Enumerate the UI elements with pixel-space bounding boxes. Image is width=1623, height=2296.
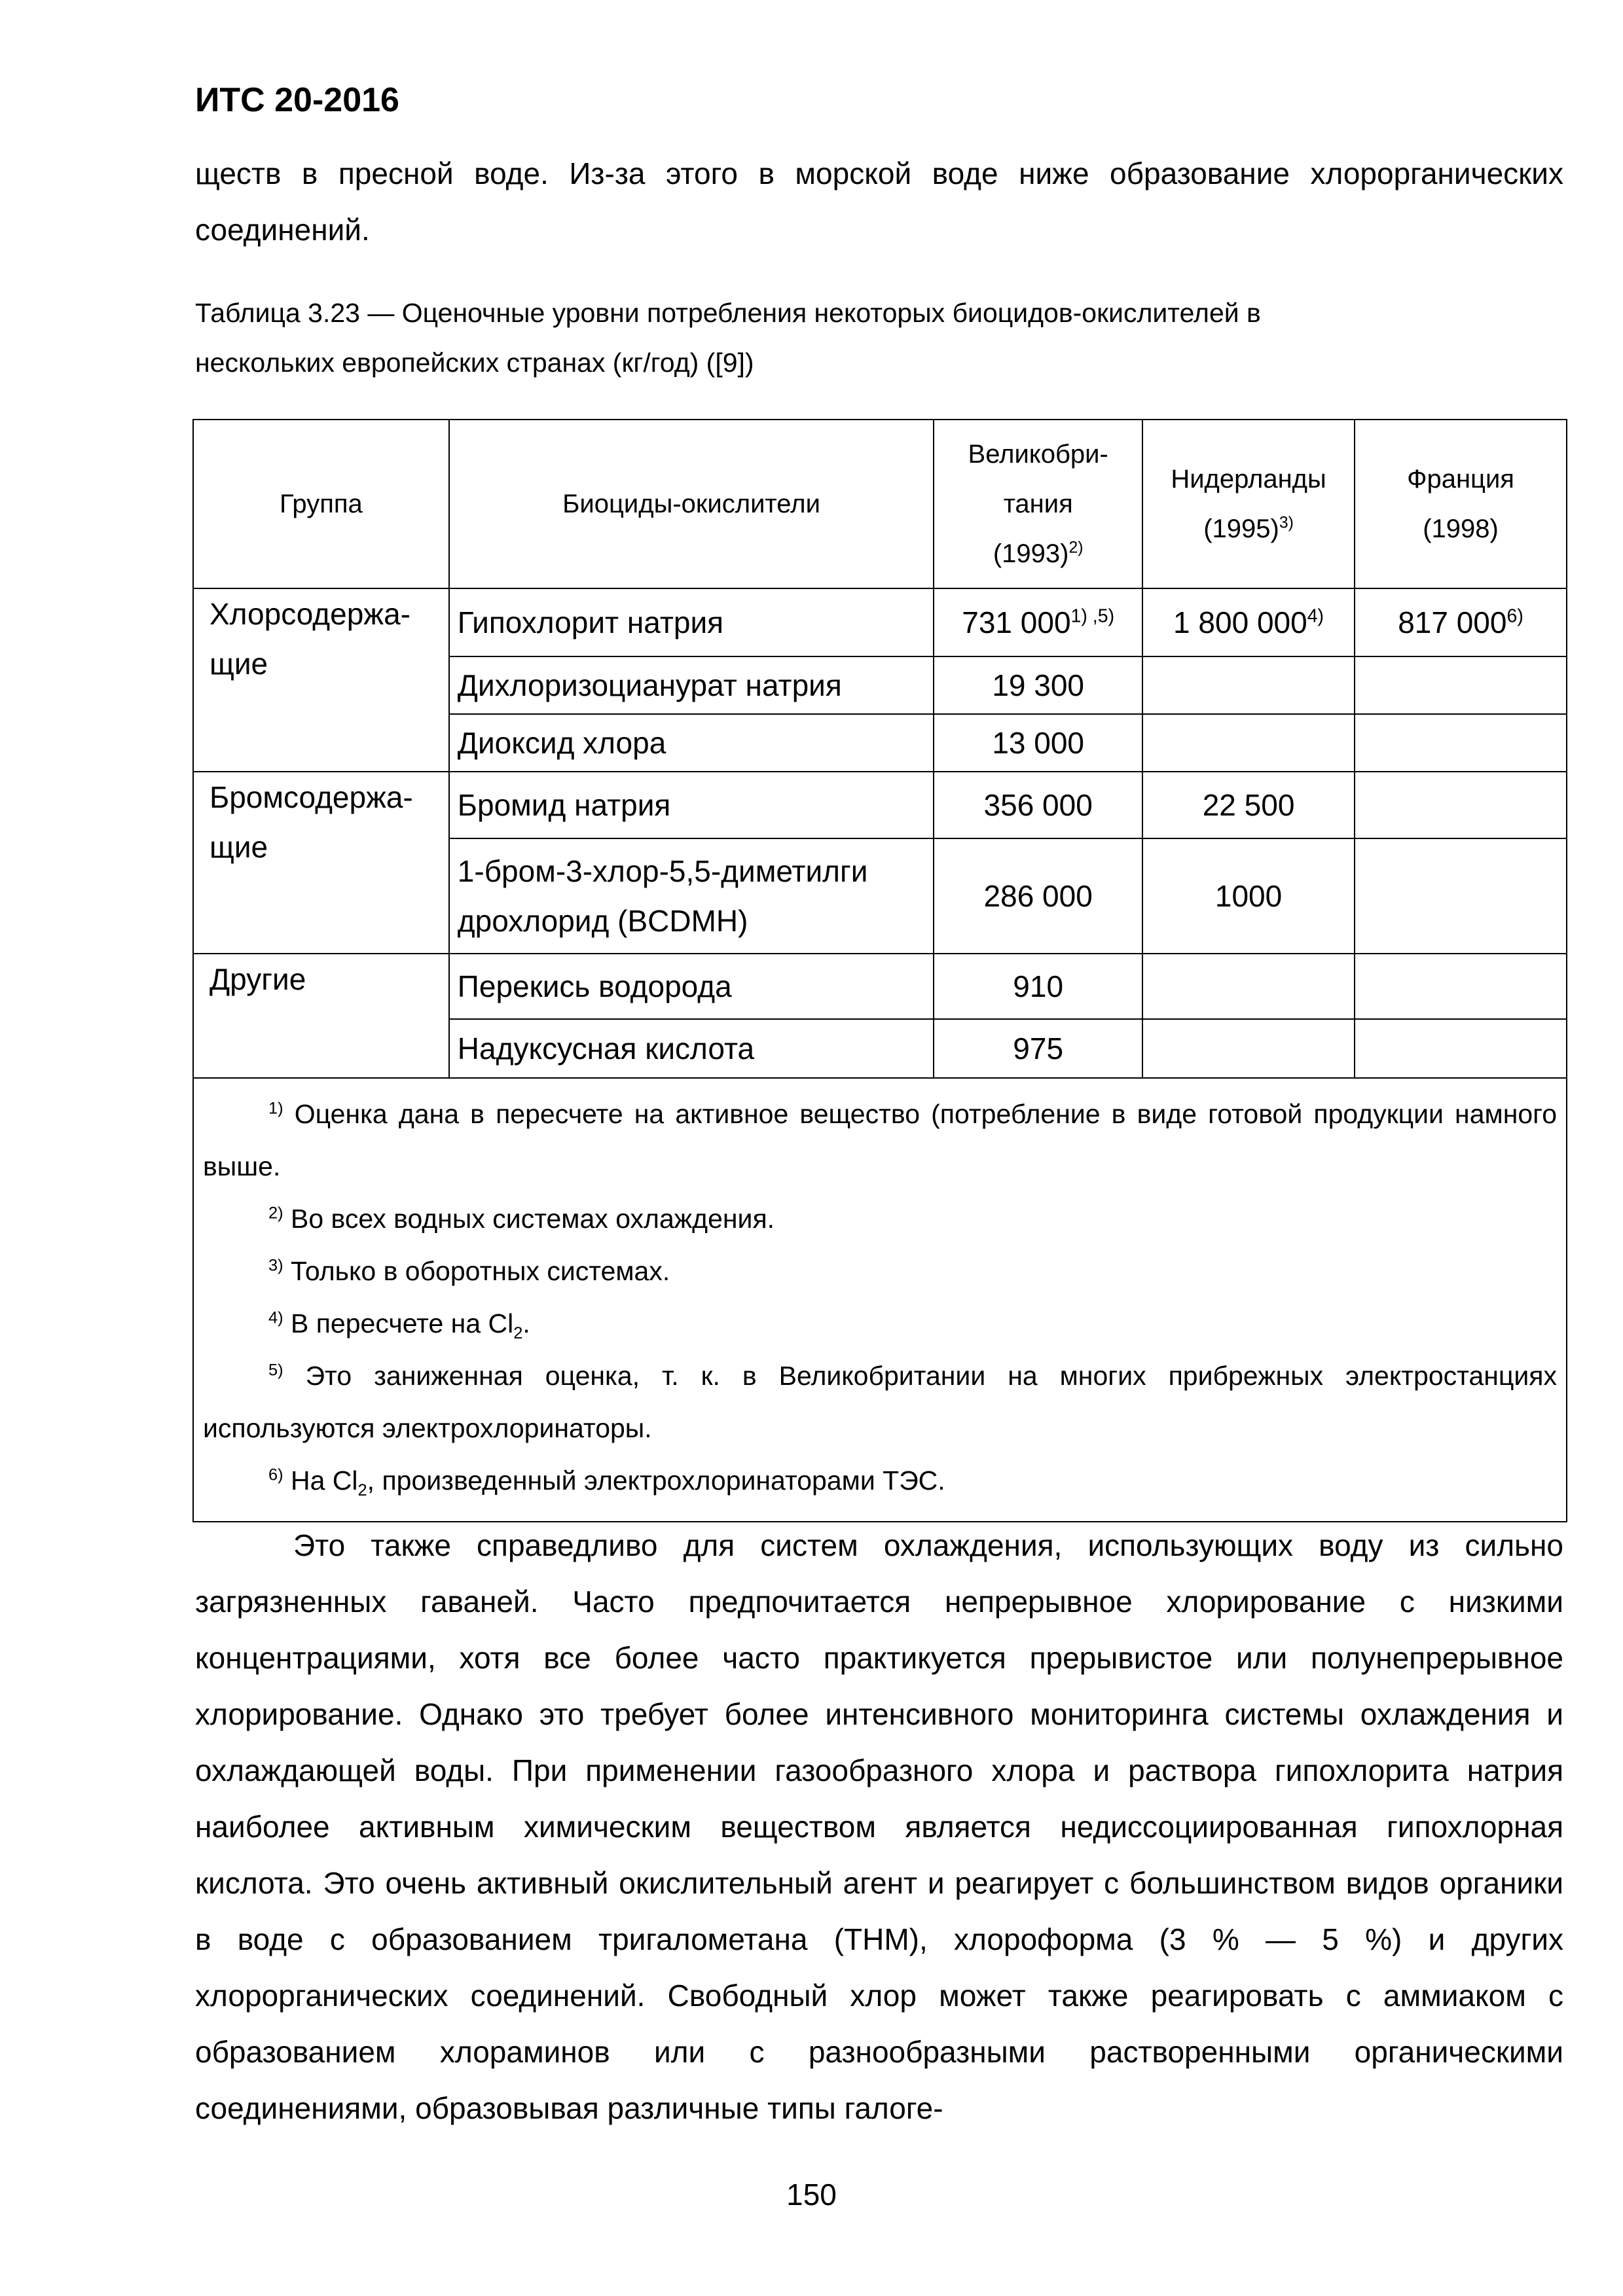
fr-value bbox=[1355, 838, 1567, 954]
header-fr-name: Франция bbox=[1407, 465, 1514, 493]
header-uk-line1: Великобри- bbox=[968, 440, 1108, 469]
group-chlorine-line1: Хлорсодержа- bbox=[210, 597, 410, 631]
nl-value-text: 1 800 000 bbox=[1173, 605, 1307, 639]
fr-value bbox=[1355, 772, 1567, 838]
biocide-name: Бромид натрия bbox=[449, 772, 934, 838]
fr-value bbox=[1355, 954, 1567, 1019]
biocide-name: Надуксусная кислота bbox=[449, 1019, 934, 1078]
table-notes bbox=[193, 1078, 1567, 1522]
table-row bbox=[193, 588, 1567, 656]
footnote bbox=[203, 1350, 1557, 1454]
header-uk-footnote: 2) bbox=[1068, 539, 1084, 557]
nl-value bbox=[1142, 656, 1355, 714]
footnote-mark: 6) bbox=[268, 1465, 283, 1484]
main-paragraph: Это также справедливо для систем охлаждения, использующих воду из сильно загрязненных гаваней. Часто предпочитается непрерывное хлорирование с низкими концентрациями, хотя все более часто практикуется прерывистое или полунепрерывное хлорирование. Однако это требует более интенсивного мониторинга системы охлаждения и охлаждающей воды. При применении газообразного хлора и раствора гипохлорита натрия наиболее активным химическим веществом является недиссоциированная гипохлорная кислота. Это очень активный окислительный агент и реагирует с большинством видов органики в воде с образованием тригалометана (THM), хлороформа (3 % — 5 %) и других хлорорганических соединений. Свободный хлор может также реагировать с аммиаком с образованием хлораминов или с разнообразными растворенными органическими соединениями, образовывая различные типы галоге- bbox=[195, 1528, 1563, 2125]
footnote bbox=[203, 1088, 1557, 1193]
footnote bbox=[203, 1245, 1557, 1297]
header-nl bbox=[1142, 420, 1355, 588]
table-caption-line1: Таблица 3.23 — Оценочные уровни потребления некоторых биоцидов-окислителей в bbox=[195, 298, 1261, 328]
header-uk-year: (1993) bbox=[993, 539, 1069, 568]
table-header-row bbox=[193, 420, 1567, 588]
fr-value bbox=[1355, 1019, 1567, 1078]
group-other: Другие bbox=[193, 954, 449, 1078]
nl-value bbox=[1142, 954, 1355, 1019]
nl-value bbox=[1142, 588, 1355, 656]
footnote-text: Это заниженная оценка, т. к. в Великобритании на многих прибрежных электростанциях используются электрохлоринаторы. bbox=[203, 1361, 1557, 1443]
nl-value bbox=[1142, 1019, 1355, 1078]
biocide-name bbox=[449, 838, 934, 954]
uk-value: 910 bbox=[934, 954, 1142, 1019]
footnote-mark: 1) bbox=[268, 1099, 283, 1118]
header-uk-line2: тания bbox=[1003, 490, 1073, 518]
fr-value-footnote: 6) bbox=[1506, 605, 1523, 627]
uk-value: 356 000 bbox=[934, 772, 1142, 838]
biocide-name: Дихлоризоцианурат натрия bbox=[449, 656, 934, 714]
fr-value bbox=[1355, 714, 1567, 772]
nl-value: 22 500 bbox=[1142, 772, 1355, 838]
biocide-name-line2: дрохлорид (BCDMH) bbox=[457, 904, 748, 938]
table-caption bbox=[195, 288, 1563, 387]
footnote-text: На Cl bbox=[283, 1465, 358, 1496]
document-code: ИТС 20-2016 bbox=[195, 81, 399, 119]
footnote bbox=[203, 1193, 1557, 1245]
footnote-text: В пересчете на Cl bbox=[283, 1308, 514, 1338]
group-chlorine bbox=[193, 588, 449, 772]
uk-value-text: 731 000 bbox=[962, 605, 1071, 639]
table-notes-row bbox=[193, 1078, 1567, 1522]
biocide-name-line1: 1-бром-3-хлор-5,5-диметилги bbox=[457, 854, 868, 888]
uk-value: 19 300 bbox=[934, 656, 1142, 714]
fr-value-text: 817 000 bbox=[1398, 605, 1507, 639]
uk-value-footnote: 1) ,5) bbox=[1070, 605, 1115, 627]
footnote bbox=[203, 1297, 1557, 1350]
footnote-text: Во всех водных системах охлаждения. bbox=[283, 1204, 775, 1234]
group-chlorine-line2: щие bbox=[210, 647, 268, 681]
footnote-text: Оценка дана в пересчете на активное вещество (потребление в виде готовой продукции намного выше. bbox=[203, 1099, 1557, 1181]
header-nl-year: (1995) bbox=[1203, 514, 1279, 543]
footnote-text-end: , произведенный электрохлоринаторами ТЭС. bbox=[367, 1465, 945, 1496]
footnote-subscript: 2 bbox=[513, 1324, 523, 1343]
table-row bbox=[193, 954, 1567, 1019]
header-biocides: Биоциды-окислители bbox=[449, 420, 934, 588]
footnote bbox=[203, 1454, 1557, 1507]
header-fr-year: (1998) bbox=[1423, 514, 1499, 543]
header-fr bbox=[1355, 420, 1567, 588]
header-uk bbox=[934, 420, 1142, 588]
footnote-text-end: . bbox=[522, 1308, 530, 1338]
page-number: 150 bbox=[786, 2178, 837, 2212]
uk-value: 975 bbox=[934, 1019, 1142, 1078]
header-group: Группа bbox=[193, 420, 449, 588]
biocide-name: Перекись водорода bbox=[449, 954, 934, 1019]
uk-value: 286 000 bbox=[934, 838, 1142, 954]
group-bromine-line2: щие bbox=[210, 830, 268, 864]
biocide-consumption-table bbox=[192, 419, 1567, 1522]
header-nl-footnote: 3) bbox=[1279, 514, 1294, 532]
footnote-mark: 2) bbox=[268, 1204, 283, 1223]
table-caption-line2: нескольких европейских странах (кг/год) ([9]) bbox=[195, 348, 754, 378]
header-nl-name: Нидерланды bbox=[1171, 465, 1326, 493]
footnote-subscript: 2 bbox=[357, 1481, 367, 1500]
footnote-mark: 3) bbox=[268, 1256, 283, 1275]
fr-value bbox=[1355, 588, 1567, 656]
table-row bbox=[193, 772, 1567, 838]
biocide-name: Гипохлорит натрия bbox=[449, 588, 934, 656]
fr-value bbox=[1355, 656, 1567, 714]
footnote-mark: 5) bbox=[268, 1361, 283, 1380]
nl-value-footnote: 4) bbox=[1307, 605, 1324, 627]
footnote-mark: 4) bbox=[268, 1308, 283, 1327]
footnote-text: Только в оборотных системах. bbox=[283, 1256, 670, 1286]
intro-paragraph: ществ в пресной воде. Из-за этого в морской воде ниже образование хлорорганических соединений. bbox=[195, 156, 1563, 247]
group-bromine bbox=[193, 772, 449, 954]
group-bromine-line1: Бромсодержа- bbox=[210, 780, 413, 814]
biocide-name: Диоксид хлора bbox=[449, 714, 934, 772]
nl-value: 1000 bbox=[1142, 838, 1355, 954]
nl-value bbox=[1142, 714, 1355, 772]
uk-value: 13 000 bbox=[934, 714, 1142, 772]
uk-value bbox=[934, 588, 1142, 656]
